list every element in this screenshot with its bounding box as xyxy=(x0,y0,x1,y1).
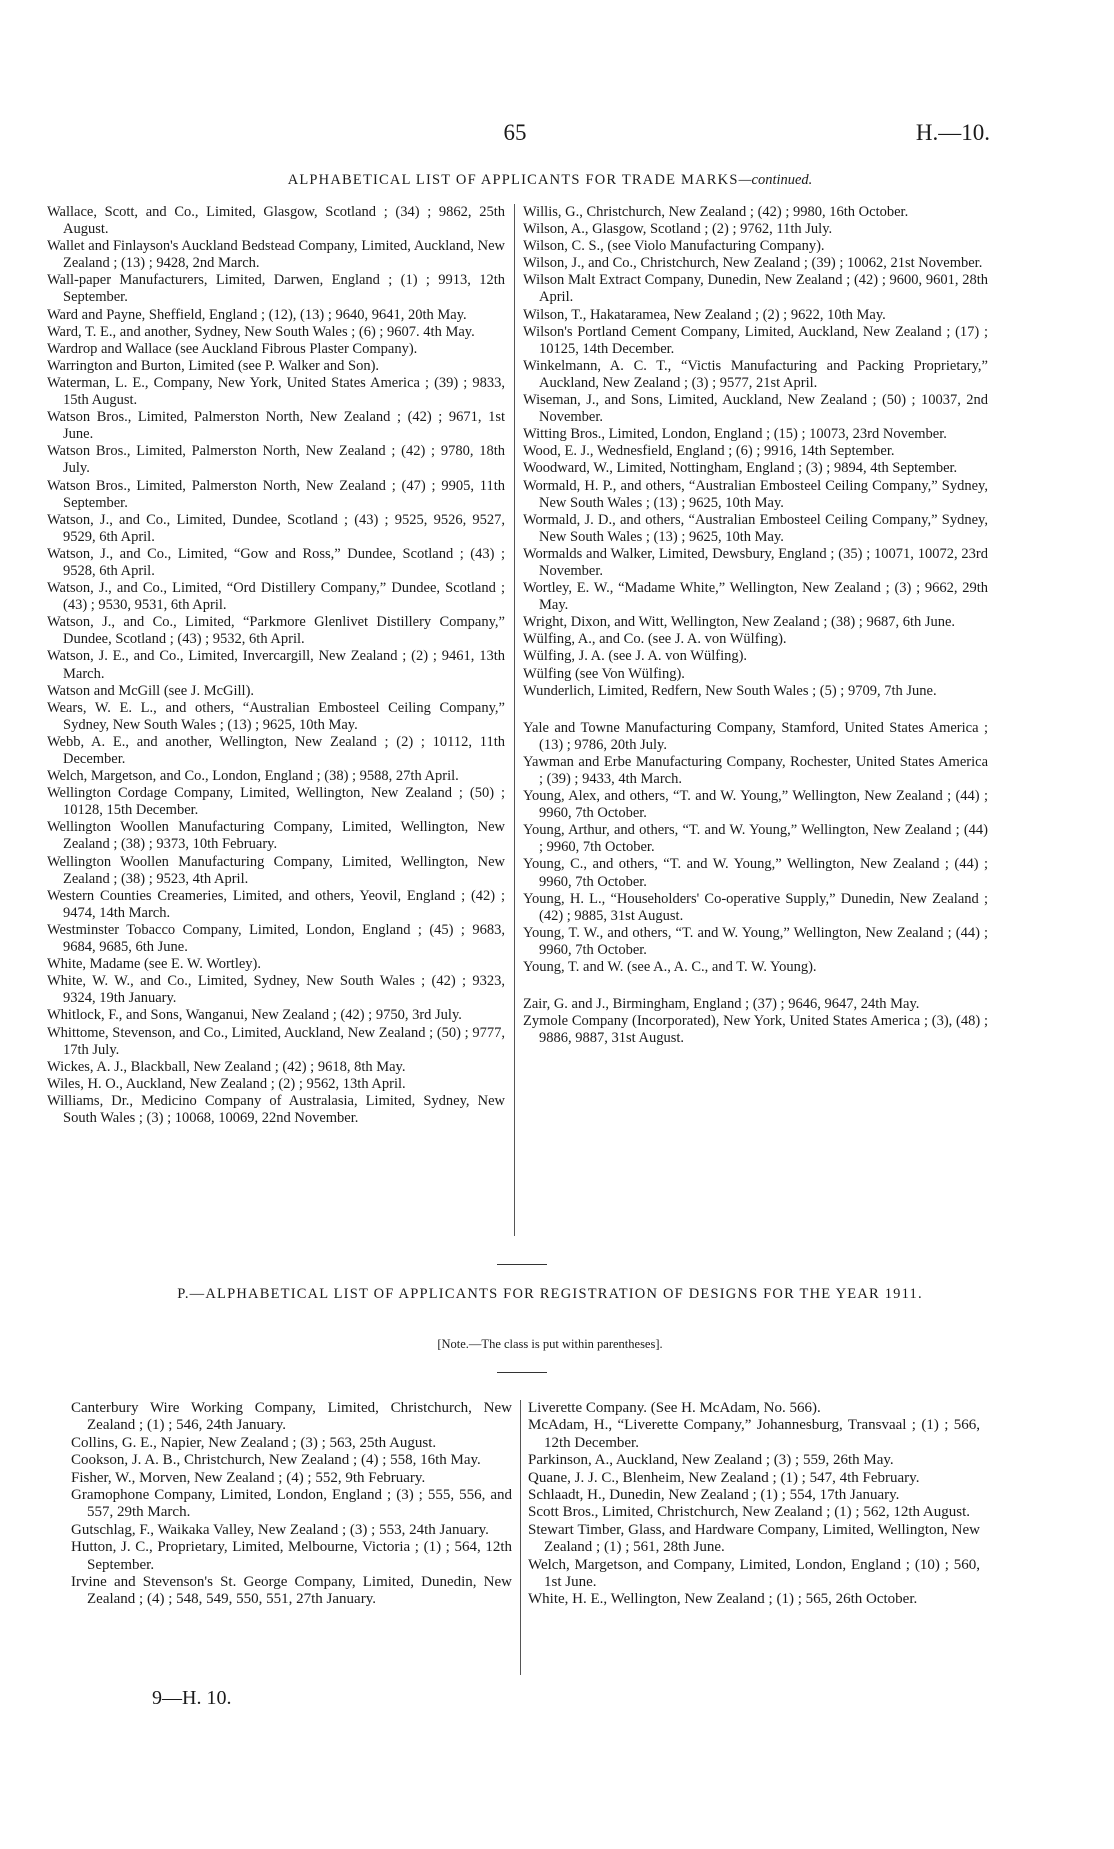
applicant-entry: Ward and Payne, Sheffield, England ; (12), (13) ; 9640, 9641, 20th May. xyxy=(47,306,467,323)
applicant-entry: McAdam, H., “Liverette Company,” Johannesburg, Transvaal ; (1) ; 566, 12th December. xyxy=(528,1417,980,1451)
applicant-entry: Woodward, W., Limited, Nottingham, England ; (3) ; 9894, 4th September. xyxy=(523,460,958,477)
applicant-entry: Zair, G. and J., Birmingham, England ; (37) ; 9646, 9647, 24th May. xyxy=(523,996,920,1013)
applicant-entry: Wilson, A., Glasgow, Scotland ; (2) ; 9762, 11th July. xyxy=(523,221,833,238)
y-entries-group xyxy=(523,720,988,976)
applicant-entry: Canterbury Wire Working Company, Limited, Christchurch, New Zealand ; (1) ; 546, 24th January. xyxy=(71,1400,512,1434)
applicant-entry: Wood, E. J., Wednesfield, England ; (6) ; 9916, 14th September. xyxy=(523,443,895,460)
applicant-entry: Wülfing (see Von Wülfing). xyxy=(523,665,685,682)
applicant-entry: Schlaadt, H., Dunedin, New Zealand ; (1) ; 554, 17th January. xyxy=(528,1487,900,1504)
applicant-entry: Wormald, J. D., and others, “Australian Embosteel Ceiling Company,” Sydney, New South Wales ; (13) ; 9625, 10th May. xyxy=(523,511,988,545)
applicant-entry: Winkelmann, A. C. T., “Victis Manufacturing and Packing Proprietary,” Auckland, New Zealand ; (3) ; 9577, 21st April. xyxy=(523,357,988,391)
note-rule xyxy=(497,1372,547,1373)
applicant-entry: Welch, Margetson, and Company, Limited, London, England ; (10) ; 560, 1st June. xyxy=(528,1556,980,1591)
applicant-entry: Ward, T. E., and another, Sydney, New South Wales ; (6) ; 9607. 4th May. xyxy=(47,323,475,340)
applicant-entry: Wortley, E. W., “Madame White,” Wellington, New Zealand ; (3) ; 9662, 29th May. xyxy=(523,580,988,614)
designs-section-title: P.—ALPHABETICAL LIST OF APPLICANTS FOR REGISTRATION OF DESIGNS FOR THE YEAR 1911. xyxy=(177,1286,923,1302)
applicant-entry: Liverette Company. (See H. McAdam, No. 566). xyxy=(528,1400,821,1416)
applicant-entry: Wormald, H. P., and others, “Australian Embosteel Ceiling Company,” Sydney, New South Wales ; (13) ; 9625, 10th May. xyxy=(523,477,988,511)
applicant-entry: Wülfing, A., and Co. (see J. A. von Wülfing). xyxy=(523,631,787,648)
applicant-entry: Wunderlich, Limited, Redfern, New South Wales ; (5) ; 9709, 7th June. xyxy=(523,682,937,699)
applicant-entry: Watson, J., and Co., Limited, “Gow and Ross,” Dundee, Scotland ; (43) ; 9528, 6th April. xyxy=(47,545,505,579)
applicant-entry: Wright, Dixon, and Witt, Wellington, New Zealand ; (38) ; 9687, 6th June. xyxy=(523,614,956,631)
designs-right-column xyxy=(528,1400,980,1609)
applicant-entry: Watson and McGill (see J. McGill). xyxy=(47,682,255,699)
applicant-entry: Welch, Margetson, and Co., London, England ; (38) ; 9588, 27th April. xyxy=(47,768,459,785)
applicant-entry: Zymole Company (Incorporated), New York, United States America ; (3), (48) ; 9886, 9887, 31st August. xyxy=(523,1013,988,1047)
applicant-entry: Irvine and Stevenson's St. George Company, Limited, Dunedin, New Zealand ; (4) ; 548, 549, 550, 551, 27th January. xyxy=(71,1574,512,1608)
z-entries-group xyxy=(523,996,988,1047)
applicant-entry: Watson, J., and Co., Limited, Dundee, Scotland ; (43) ; 9525, 9526, 9527, 9529, 6th April. xyxy=(47,511,505,545)
applicant-entry: Young, T. W., and others, “T. and W. Young,” Wellington, New Zealand ; (44) ; 9960, 7th October. xyxy=(523,924,988,958)
applicant-entry: Scott Bros., Limited, Christchurch, New Zealand ; (1) ; 562, 12th August. xyxy=(528,1504,971,1521)
document-reference: H.—10. xyxy=(915,120,990,145)
applicant-entry: Watson, J., and Co., Limited, “Ord Distillery Company,” Dundee, Scotland ; (43) ; 9530, 9531, 6th April. xyxy=(47,580,505,614)
applicant-entry: Fisher, W., Morven, New Zealand ; (4) ; 552, 9th February. xyxy=(71,1469,426,1486)
applicant-entry: Wilson, T., Hakataramea, New Zealand ; (2) ; 9622, 10th May. xyxy=(523,306,886,323)
trade-marks-right-column xyxy=(523,204,988,1047)
applicant-entry: Wears, W. E. L., and others, “Australian Embosteel Ceiling Company,” Sydney, New South Wales ; (13) ; 9625, 10th May. xyxy=(47,699,505,733)
applicant-entry: Wellington Cordage Company, Limited, Wellington, New Zealand ; (50) ; 10128, 15th December. xyxy=(47,785,505,819)
group-spacer xyxy=(523,976,988,996)
applicant-entry: Warrington and Burton, Limited (see P. Walker and Son). xyxy=(47,357,380,374)
applicant-entry: Stewart Timber, Glass, and Hardware Company, Limited, Wellington, New Zealand ; (1) ; 561, 28th June. xyxy=(528,1521,980,1556)
applicant-entry: Gramophone Company, Limited, London, England ; (3) ; 555, 556, and 557, 29th March. xyxy=(71,1487,512,1521)
column-divider xyxy=(514,204,515,1236)
applicant-entry: Wellington Woollen Manufacturing Company, Limited, Wellington, New Zealand ; (38) ; 9373, 10th February. xyxy=(47,819,505,853)
trade-marks-left-column xyxy=(47,204,505,1127)
applicant-entry: Yawman and Erbe Manufacturing Company, Rochester, United States America ; (39) ; 9433, 4th March. xyxy=(523,753,988,787)
applicant-entry: Young, T. and W. (see A., A. C., and T. W. Young). xyxy=(523,959,817,976)
trade-marks-section-title xyxy=(60,172,1040,189)
applicant-entry: Cookson, J. A. B., Christchurch, New Zealand ; (4) ; 558, 16th May. xyxy=(71,1452,481,1469)
applicant-entry: Wickes, A. J., Blackball, New Zealand ; (42) ; 9618, 8th May. xyxy=(47,1058,406,1075)
applicant-entry: Watson Bros., Limited, Palmerston North, New Zealand ; (42) ; 9671, 1st June. xyxy=(47,409,505,443)
applicant-entry: Williams, Dr., Medicino Company of Australasia, Limited, Sydney, New South Wales ; (3) ; 10068, 10069, 22nd November. xyxy=(47,1092,505,1126)
applicant-entry: Watson Bros., Limited, Palmerston North, New Zealand ; (47) ; 9905, 11th September. xyxy=(47,477,505,511)
applicant-entry: Wallet and Finlayson's Auckland Bedstead Company, Limited, Auckland, New Zealand ; (13) ; 9428, 2nd March. xyxy=(47,238,505,272)
designs-note: [Note.—The class is put within parentheses]. xyxy=(437,1337,663,1351)
applicant-entry: Wormalds and Walker, Limited, Dewsbury, England ; (35) ; 10071, 10072, 23rd November. xyxy=(523,545,988,579)
applicant-entry: Westminster Tobacco Company, Limited, London, England ; (45) ; 9683, 9684, 9685, 6th June. xyxy=(47,921,505,956)
applicant-entry: Waterman, L. E., Company, New York, United States America ; (39) ; 9833, 15th August. xyxy=(47,374,505,409)
applicant-entry: Wilson's Portland Cement Company, Limited, Auckland, New Zealand ; (17) ; 10125, 14th December. xyxy=(523,323,988,357)
trade-marks-title-text: ALPHABETICAL LIST OF APPLICANTS FOR TRADE MARKS xyxy=(287,172,739,188)
page-number: 65 xyxy=(503,120,527,145)
applicant-entry: Watson, J., and Co., Limited, “Parkmore Glenlivet Distillery Company,” Dundee, Scotland ; (43) ; 9532, 6th April. xyxy=(47,614,505,648)
applicant-entry: Watson Bros., Limited, Palmerston North, New Zealand ; (42) ; 9780, 18th July. xyxy=(47,443,505,477)
applicant-entry: Wiles, H. O., Auckland, New Zealand ; (2) ; 9562, 13th April. xyxy=(47,1075,406,1092)
applicant-entry: Whitlock, F., and Sons, Wanganui, New Zealand ; (42) ; 9750, 3rd July. xyxy=(47,1007,462,1024)
applicant-entry: Hutton, J. C., Proprietary, Limited, Melbourne, Victoria ; (1) ; 564, 12th September. xyxy=(71,1539,512,1573)
applicant-entry: Quane, J. J. C., Blenheim, New Zealand ; (1) ; 547, 4th February. xyxy=(528,1469,920,1486)
applicant-entry: Webb, A. E., and another, Wellington, New Zealand ; (2) ; 10112, 11th December. xyxy=(47,733,505,767)
applicant-entry: White, Madame (see E. W. Wortley). xyxy=(47,956,261,973)
applicant-entry: Parkinson, A., Auckland, New Zealand ; (3) ; 559, 26th May. xyxy=(528,1452,894,1469)
applicant-entry: Young, Arthur, and others, “T. and W. Young,” Wellington, New Zealand ; (44) ; 9960, 7th October. xyxy=(523,822,988,856)
applicant-entry: Wardrop and Wallace (see Auckland Fibrous Plaster Company). xyxy=(47,340,418,357)
applicant-entry: Wiseman, J., and Sons, Limited, Auckland, New Zealand ; (50) ; 10037, 2nd November. xyxy=(523,392,988,426)
applicant-entry: Wellington Woollen Manufacturing Company, Limited, Wellington, New Zealand ; (38) ; 9523, 4th April. xyxy=(47,853,505,887)
applicant-entry: Wülfing, J. A. (see J. A. von Wülfing). xyxy=(523,648,748,665)
applicant-entry: Wallace, Scott, and Co., Limited, Glasgow, Scotland ; (34) ; 9862, 25th August. xyxy=(47,204,505,238)
applicant-entry: Wilson, C. S., (see Violo Manufacturing Company). xyxy=(523,238,825,255)
applicant-entry: Wilson, J., and Co., Christchurch, New Zealand ; (39) ; 10062, 21st November. xyxy=(523,255,983,272)
applicant-entry: Yale and Towne Manufacturing Company, Stamford, United States America ; (13) ; 9786, 20th July. xyxy=(523,719,988,753)
applicant-entry: Young, H. L., “Householders' Co-operative Supply,” Dunedin, New Zealand ; (42) ; 9885, 31st August. xyxy=(523,890,988,924)
applicant-entry: Watson, J. E., and Co., Limited, Invercargill, New Zealand ; (2) ; 9461, 13th March. xyxy=(47,648,505,682)
applicant-entry: White, W. W., and Co., Limited, Sydney, New South Wales ; (42) ; 9323, 9324, 19th January. xyxy=(47,973,505,1007)
applicant-entry: Young, Alex, and others, “T. and W. Young,” Wellington, New Zealand ; (44) ; 9960, 7th October. xyxy=(523,788,988,822)
designs-column-divider xyxy=(520,1400,521,1675)
group-spacer xyxy=(523,700,988,720)
applicant-entry: Wilson Malt Extract Company, Dunedin, New Zealand ; (42) ; 9600, 9601, 28th April. xyxy=(523,272,988,306)
section-rule xyxy=(497,1264,547,1265)
applicant-entry: Gutschlag, F., Waikaka Valley, New Zealand ; (3) ; 553, 24th January. xyxy=(71,1521,489,1538)
applicant-entry: Whittome, Stevenson, and Co., Limited, Auckland, New Zealand ; (50) ; 9777, 17th July. xyxy=(47,1024,505,1058)
applicant-entry: Collins, G. E., Napier, New Zealand ; (3) ; 563, 25th August. xyxy=(71,1434,437,1451)
applicant-entry: Willis, G., Christchurch, New Zealand ; (42) ; 9980, 16th October. xyxy=(523,204,909,220)
applicant-entry: Wall-paper Manufacturers, Limited, Darwen, England ; (1) ; 9913, 12th September. xyxy=(47,272,505,306)
applicant-entry: Western Counties Creameries, Limited, and others, Yeovil, England ; (42) ; 9474, 14th March. xyxy=(47,887,505,921)
applicant-entry: White, H. E., Wellington, New Zealand ; (1) ; 565, 26th October. xyxy=(528,1591,918,1608)
footer-reference: 9—H. 10. xyxy=(152,1687,232,1709)
w-entries-group xyxy=(523,204,988,700)
applicant-entry: Witting Bros., Limited, London, England ; (15) ; 10073, 23rd November. xyxy=(523,426,947,443)
trade-marks-title-suffix: —continued. xyxy=(738,172,813,188)
designs-left-column xyxy=(71,1400,512,1609)
applicant-entry: Young, C., and others, “T. and W. Young,” Wellington, New Zealand ; (44) ; 9960, 7th October. xyxy=(523,856,988,890)
